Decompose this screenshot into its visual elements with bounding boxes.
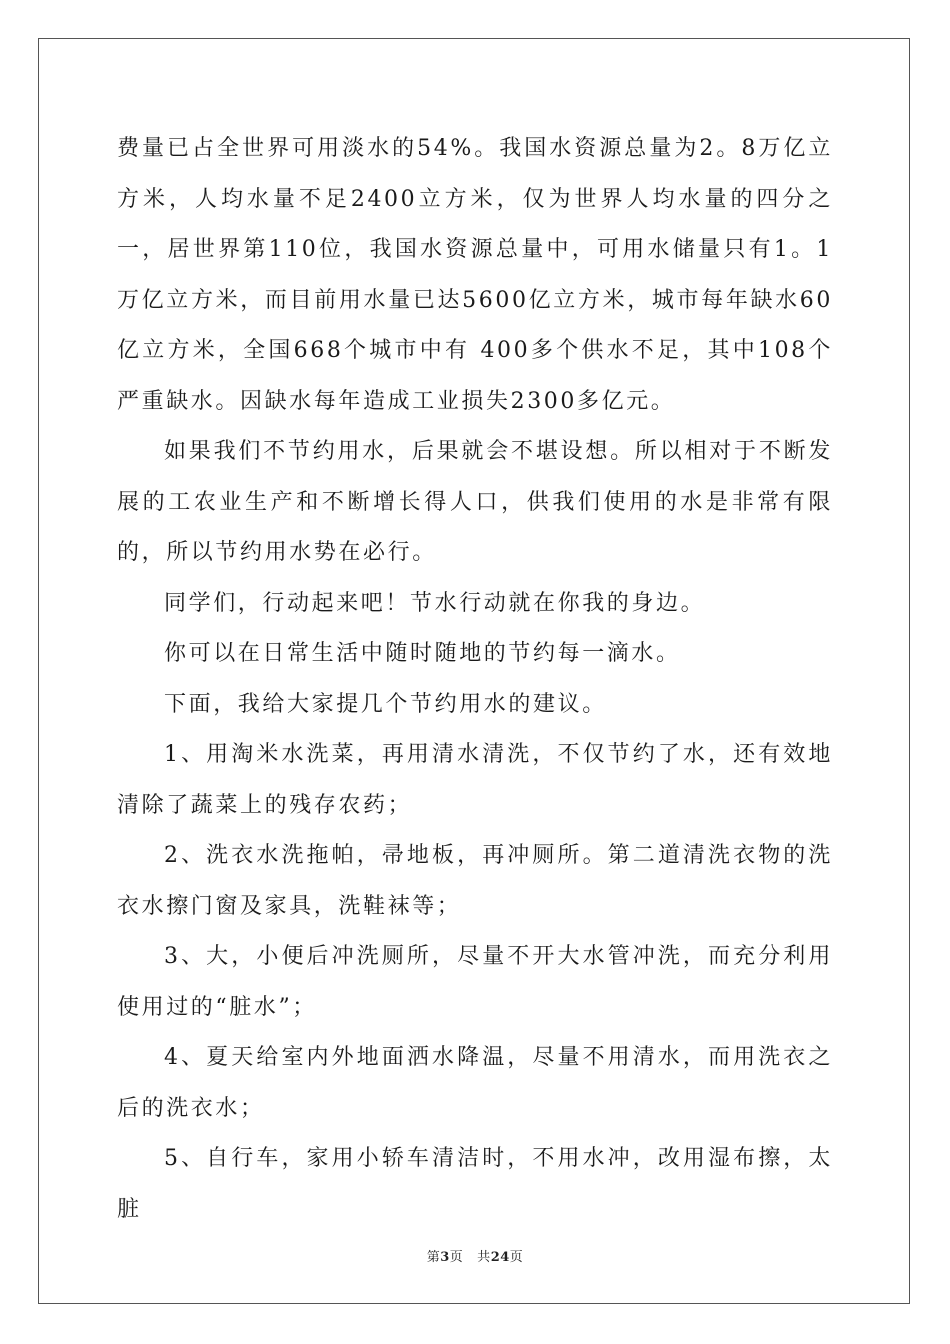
list-item-1: 1、用淘米水洗菜，再用清水清洗，不仅节约了水，还有效地清除了蔬菜上的残存农药；	[117, 742, 833, 818]
paragraph: 如果我们不节约用水，后果就会不堪设想。所以相对于不断发展的工农业生产和不断增长得人口，供我们使用的水是非常有限的，所以节约用水势在必行。	[117, 439, 833, 565]
paragraph: 下面，我给大家提几个节约用水的建议。	[164, 691, 607, 717]
list-item-5: 5、自行车，家用小轿车清洁时，不用水冲，改用湿布擦，太脏	[117, 1146, 833, 1222]
paragraph: 费量已占全世界可用淡水的54%。我国水资源总量为2。8万亿立方米，人均水量不足2400立方米，仅为世界人均水量的四分之一，居世界第110位，我国水资源总量中，可用水储量只有1。1万亿立方米，而目前用水量已达5600亿立方米，城市每年缺水60亿立方米，全国668个城市中有 400多个供水不足，其中108个严重缺水。因缺水每年造成工业损失2300多亿元。	[117, 136, 833, 414]
footer-page-suffix: 页	[449, 1250, 464, 1265]
document-body	[117, 124, 833, 1235]
paragraph: 同学们，行动起来吧！节水行动就在你我的身边。	[164, 590, 706, 616]
paragraph: 你可以在日常生活中随时随地的节约每一滴水。	[164, 641, 681, 666]
list-item-2: 2、洗衣水洗拖帕，帚地板，再冲厕所。第二道清洗衣物的洗衣水擦门窗及家具，洗鞋袜等；	[117, 843, 833, 919]
total-pages: 24	[490, 1250, 510, 1265]
list-item-3: 3、大，小便后冲洗厕所，尽量不开大水管冲洗，而充分利用使用过的“脏水”；	[117, 944, 833, 1020]
page-number: 3	[440, 1250, 450, 1265]
footer-prefix: 第	[426, 1250, 441, 1265]
footer-total-prefix: 共	[477, 1250, 491, 1265]
list-item-4: 4、夏天给室内外地面洒水降温，尽量不用清水，而用洗衣之后的洗衣水；	[117, 1045, 833, 1121]
footer-total-suffix: 页	[509, 1250, 524, 1265]
page-footer	[0, 1246, 950, 1265]
